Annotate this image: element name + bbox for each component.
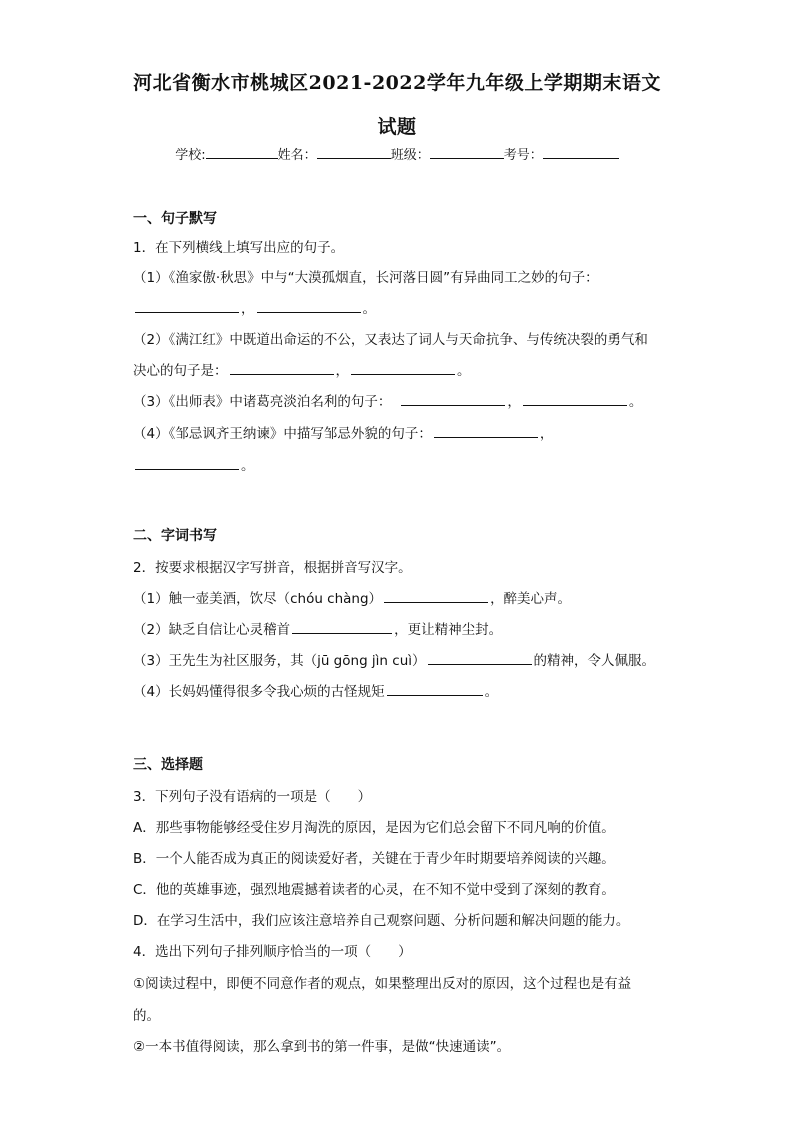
answer-blank[interactable]: [401, 391, 505, 406]
question-4-stem: 4．选出下列句子排列顺序恰当的一项（ ）: [133, 944, 412, 960]
answer-blank[interactable]: [434, 423, 538, 438]
question-4-sentence-2: ②一本书值得阅读，那么拿到书的第一件事，是做“快速通读”。: [133, 1039, 511, 1055]
question-3-option-c[interactable]: C．他的英雄事迹，强烈地震撼着读者的心灵，在不知不觉中受到了深刻的教育。: [133, 882, 615, 898]
class-label: 班级：: [390, 148, 430, 163]
question-2-stem: 2．按要求根据汉字写拼音，根据拼音写汉字。: [133, 560, 412, 576]
question-2-part-2: （2）缺乏自信让心灵稽首 ，更让精神尘封。: [133, 618, 502, 638]
class-blank[interactable]: [430, 145, 504, 159]
question-4-sentence-1-cont: 的。: [133, 1008, 160, 1024]
question-3-option-b[interactable]: B．一个人能否成为真正的阅读爱好者，关键在于青少年时期要培养阅读的兴趣。: [133, 851, 615, 867]
answer-blank[interactable]: [351, 360, 455, 375]
exam-no-blank[interactable]: [543, 145, 619, 159]
name-blank[interactable]: [317, 145, 391, 159]
exam-title-line1: 河北省衡水市桃城区2021-2022学年九年级上学期期末语文: [133, 72, 661, 94]
question-2-part-4: （4）长妈妈懂得很多令我心烦的古怪规矩 。: [133, 680, 498, 700]
student-info-row: [0, 144, 794, 163]
school-blank[interactable]: [206, 145, 278, 159]
section-heading-3: 三、选择题: [133, 757, 203, 773]
question-3-stem: 3．下列句子没有语病的一项是（ ）: [133, 789, 372, 805]
question-1-part-3: （3）《出师表》中诸葛亮淡泊名利的句子： ， 。: [133, 390, 642, 410]
answer-blank[interactable]: [135, 455, 239, 470]
question-1-stem: 1．在下列横线上填写出应的句子。: [133, 240, 345, 256]
question-1-part-1-answer: ， 。: [133, 297, 376, 317]
question-1-part-4-answer: 。: [133, 454, 255, 474]
answer-blank[interactable]: [523, 391, 627, 406]
answer-blank[interactable]: [384, 588, 488, 603]
question-1-part-2: （2）《满江红》中既道出命运的不公，又表达了词人与天命抗争、与传统决裂的勇气和: [133, 332, 648, 348]
section-heading-2: 二、字词书写: [133, 528, 217, 544]
question-1-part-1: （1）《渔家傲·秋思》中与“大漠孤烟直，长河落日圆”有异曲同工之妙的句子：: [133, 270, 599, 286]
name-label: 姓名：: [277, 148, 317, 163]
question-2-part-1: （1）触一壶美酒，饮尽（chóu chàng） ，醉美心声。: [133, 587, 571, 607]
school-label: 学校:: [175, 148, 206, 163]
question-3-option-d[interactable]: D．在学习生活中，我们应该注意培养自己观察问题、分析问题和解决问题的能力。: [133, 913, 630, 929]
question-3-option-a[interactable]: A．那些事物能够经受住岁月淘洗的原因，是因为它们总会留下不同凡响的价值。: [133, 820, 615, 836]
answer-blank[interactable]: [135, 298, 239, 313]
answer-blank[interactable]: [428, 650, 532, 665]
exam-no-label: 考号：: [503, 148, 543, 163]
answer-blank[interactable]: [257, 298, 361, 313]
exam-title-line2: 试题: [377, 116, 417, 138]
answer-blank[interactable]: [387, 681, 483, 696]
question-1-part-4: （4）《邹忌讽齐王纳谏》中描写邹忌外貌的句子： ，: [133, 422, 553, 442]
answer-blank[interactable]: [292, 619, 392, 634]
question-1-part-2-answer: 决心的句子是： ， 。: [133, 359, 471, 379]
section-heading-1: 一、句子默写: [133, 211, 217, 227]
question-4-sentence-1: ①阅读过程中，即便不同意作者的观点，如果整理出反对的原因，这个过程也是有益: [133, 976, 632, 992]
answer-blank[interactable]: [230, 360, 334, 375]
question-2-part-3: （3）王先生为社区服务，其（jū gōng jìn cuì） 的精神，令人佩服。: [133, 649, 655, 669]
